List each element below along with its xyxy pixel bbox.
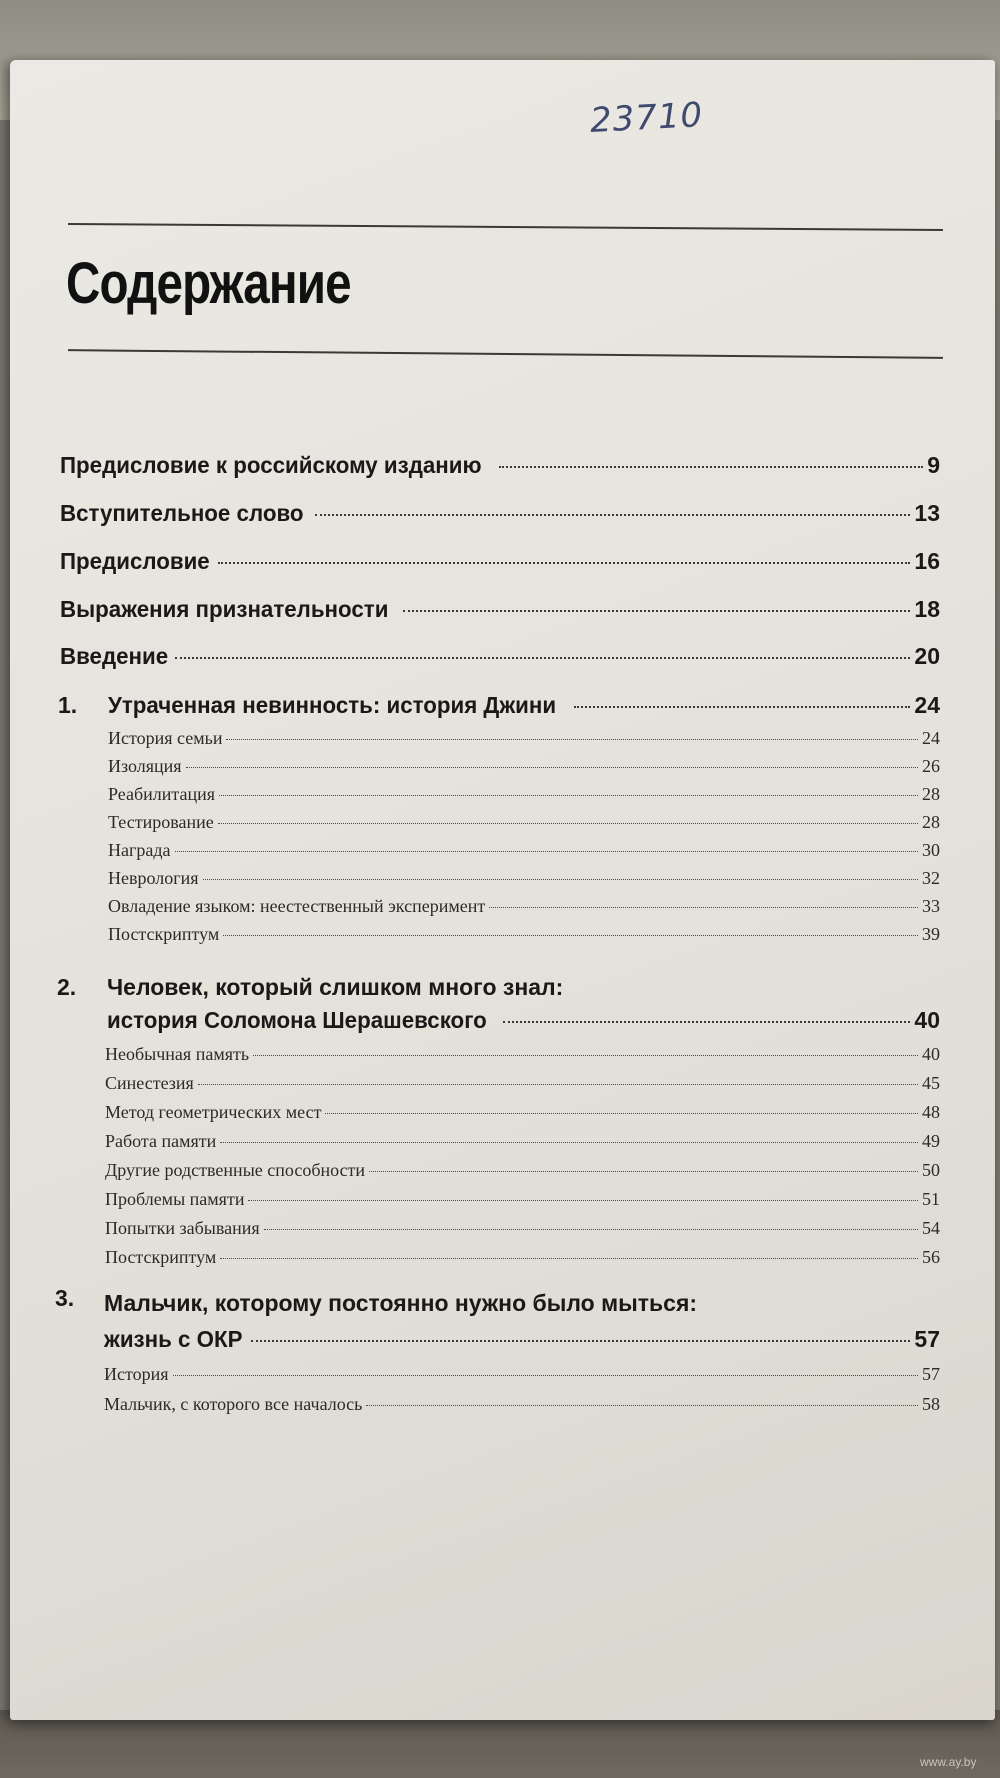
handwritten-number: 23710 xyxy=(589,95,705,141)
dot-leader xyxy=(366,1405,918,1406)
section-entry[interactable] xyxy=(108,924,940,945)
dot-leader xyxy=(173,1375,918,1376)
toc-entry-page: 20 xyxy=(914,643,940,669)
section-label: Награда xyxy=(108,840,171,860)
section-entry[interactable] xyxy=(105,1044,940,1065)
section-entry[interactable] xyxy=(105,1131,940,1152)
section-page: 56 xyxy=(922,1247,940,1267)
chapter-entry[interactable] xyxy=(104,1326,940,1353)
dot-leader xyxy=(203,879,918,880)
dot-leader xyxy=(218,562,910,564)
section-page: 39 xyxy=(922,924,940,944)
toc-entry[interactable] xyxy=(60,548,940,575)
chapter-number: 2. xyxy=(57,974,77,1000)
section-entry[interactable] xyxy=(108,784,940,805)
section-page: 57 xyxy=(922,1364,940,1384)
section-label: Проблемы памяти xyxy=(105,1189,245,1209)
chapter-title-line1[interactable]: Человек, который слишком много знал: xyxy=(107,974,564,1000)
section-page: 58 xyxy=(922,1394,940,1414)
section-entry[interactable] xyxy=(108,812,940,833)
section-page: 24 xyxy=(922,728,940,748)
chapter-page: 40 xyxy=(914,1007,940,1033)
section-entry[interactable] xyxy=(108,756,940,777)
dot-leader xyxy=(223,935,918,936)
section-label: История семьи xyxy=(108,728,223,748)
toc-entry-label: Вступительное слово xyxy=(60,500,304,526)
dot-leader xyxy=(253,1055,918,1056)
section-label: Овладение языком: неестественный эксперимент xyxy=(108,896,486,916)
section-entry[interactable] xyxy=(108,896,940,917)
dot-leader xyxy=(315,514,910,516)
table-background-bottom xyxy=(0,1710,1000,1778)
dot-leader xyxy=(248,1200,918,1201)
dot-leader xyxy=(503,1021,911,1023)
section-page: 54 xyxy=(922,1218,940,1238)
toc-entry-label: Предисловие xyxy=(60,548,210,574)
dot-leader xyxy=(226,739,918,740)
section-entry[interactable] xyxy=(105,1102,940,1123)
section-entry[interactable] xyxy=(105,1247,940,1268)
section-label: Неврология xyxy=(108,868,199,888)
chapter-title-line1[interactable]: Мальчик, которому постоянно нужно было мыться: xyxy=(104,1290,698,1316)
dot-leader xyxy=(218,823,918,824)
chapter-title-line2: история Соломона Шерашевского xyxy=(107,1007,487,1033)
toc-entry-page: 9 xyxy=(927,452,940,478)
section-page: 33 xyxy=(922,896,940,916)
section-label: Необычная память xyxy=(105,1044,250,1064)
section-label: Синестезия xyxy=(105,1073,194,1093)
section-label: Изоляция xyxy=(108,756,182,776)
chapter-title: Утраченная невинность: история Джини xyxy=(108,692,557,718)
section-page: 45 xyxy=(922,1073,940,1093)
dot-leader xyxy=(186,767,918,768)
toc-entry[interactable] xyxy=(60,452,940,479)
dot-leader xyxy=(220,1258,918,1259)
chapter-page: 24 xyxy=(914,692,940,718)
chapter-title-line2: жизнь с ОКР xyxy=(104,1326,243,1352)
dot-leader xyxy=(499,466,924,468)
section-page: 49 xyxy=(922,1131,940,1151)
section-page: 26 xyxy=(922,756,940,776)
toc-entry-label: Выражения признательности xyxy=(60,596,389,622)
section-label: Другие родственные способности xyxy=(105,1160,366,1180)
section-label: Тестирование xyxy=(108,812,214,832)
section-page: 30 xyxy=(922,840,940,860)
dot-leader xyxy=(264,1229,918,1230)
section-label: Реабилитация xyxy=(108,784,215,804)
section-entry[interactable] xyxy=(105,1218,940,1239)
chapter-entry[interactable] xyxy=(58,692,940,719)
dot-leader xyxy=(175,851,918,852)
section-page: 28 xyxy=(922,784,940,804)
section-entry[interactable] xyxy=(104,1364,940,1385)
section-page: 28 xyxy=(922,812,940,832)
section-page: 50 xyxy=(922,1160,940,1180)
section-page: 51 xyxy=(922,1189,940,1209)
section-label: Постскриптум xyxy=(105,1247,217,1267)
toc-entry-page: 16 xyxy=(914,548,940,574)
dot-leader xyxy=(403,610,911,612)
chapter-number: 1. xyxy=(58,692,78,718)
toc-entry[interactable] xyxy=(60,596,940,623)
dot-leader xyxy=(198,1084,918,1085)
dot-leader xyxy=(325,1113,918,1114)
toc-entry-label: Введение xyxy=(60,643,169,669)
dot-leader xyxy=(175,657,910,659)
dot-leader xyxy=(489,907,918,908)
dot-leader xyxy=(220,1142,918,1143)
dot-leader xyxy=(369,1171,918,1172)
section-label: Мальчик, с которого все началось xyxy=(104,1394,363,1414)
section-label: Работа памяти xyxy=(105,1131,217,1151)
section-page: 32 xyxy=(922,868,940,888)
section-label: Постскриптум xyxy=(108,924,220,944)
section-entry[interactable] xyxy=(108,840,940,861)
section-entry[interactable] xyxy=(105,1160,940,1181)
watermark: www.ay.by xyxy=(920,1755,977,1769)
section-page: 40 xyxy=(922,1044,940,1064)
chapter-entry[interactable] xyxy=(107,1007,940,1034)
dot-leader xyxy=(219,795,918,796)
toc-entry-label: Предисловие к российскому изданию xyxy=(60,452,482,478)
section-label: Попытки забывания xyxy=(105,1218,260,1238)
dot-leader xyxy=(251,1340,911,1342)
section-page: 48 xyxy=(922,1102,940,1122)
section-entry[interactable] xyxy=(108,728,940,749)
section-entry[interactable] xyxy=(105,1073,940,1094)
section-entry[interactable] xyxy=(105,1189,940,1210)
section-label: Метод геометрических мест xyxy=(105,1102,322,1122)
section-entry[interactable] xyxy=(108,868,940,889)
toc-entry[interactable] xyxy=(60,643,940,670)
toc-entry-page: 13 xyxy=(914,500,940,526)
chapter-number: 3. xyxy=(55,1285,75,1311)
dot-leader xyxy=(574,706,910,708)
section-entry[interactable] xyxy=(104,1394,940,1415)
section-label: История xyxy=(104,1364,169,1384)
page-title: Содержание xyxy=(66,251,351,316)
chapter-page: 57 xyxy=(914,1326,940,1352)
toc-entry[interactable] xyxy=(60,500,940,527)
toc-entry-page: 18 xyxy=(914,596,940,622)
